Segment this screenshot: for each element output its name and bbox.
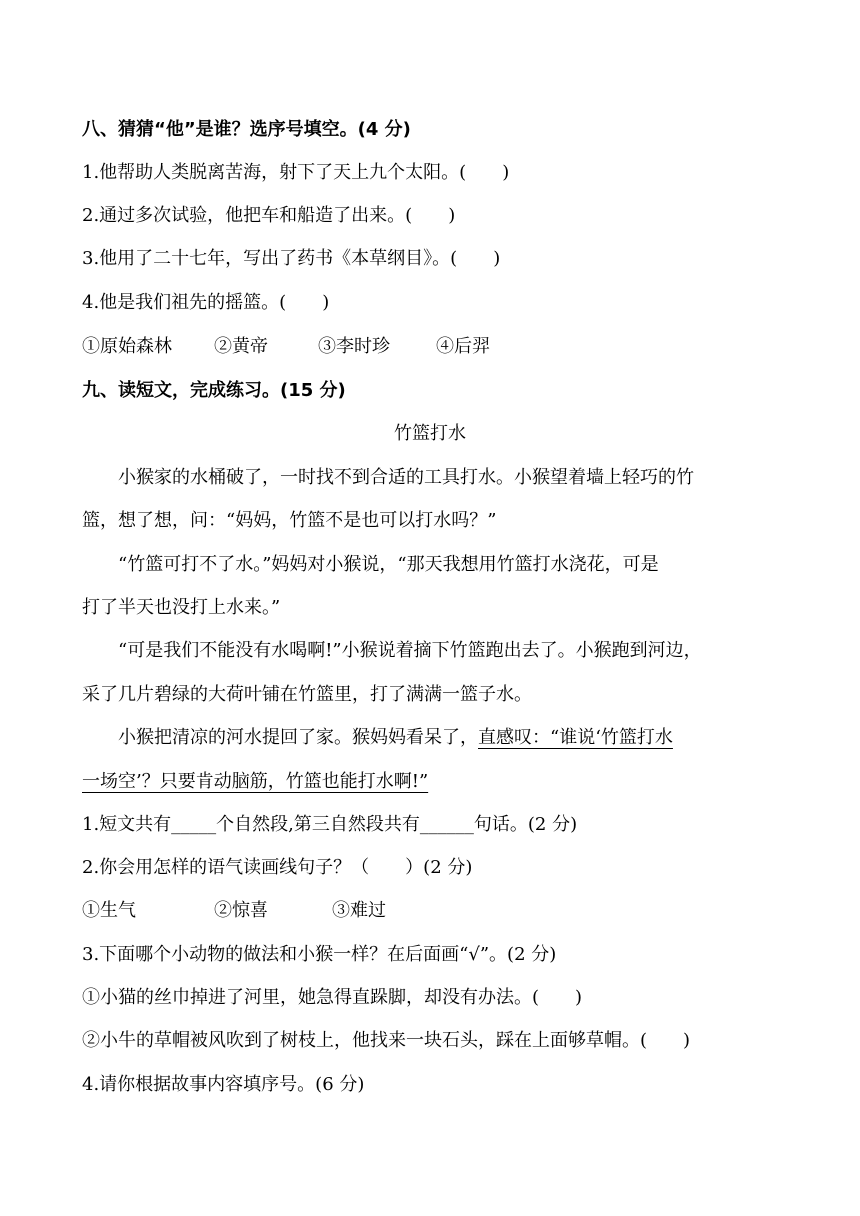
question-3: 3.下面哪个小动物的做法和小猴一样？在后面画“√”。(2 分) xyxy=(82,944,557,965)
underlined-sentence-part-2: 一场空’？只要肯动脑筋，竹篮也能打水啊!” xyxy=(82,771,429,792)
section9-heading: 九、读短文，完成练习。(15 分) xyxy=(82,380,346,401)
section8-item-2: 2.通过多次试验，他把车和船造了出来。( ) xyxy=(82,205,456,226)
question-1: 1.短文共有_____个自然段,第三自然段共有______句话。(2 分) xyxy=(82,814,578,835)
section8-item-4: 4.他是我们祖先的摇篮。( ) xyxy=(82,292,330,313)
question-4: 4.请你根据故事内容填序号。(6 分) xyxy=(82,1074,365,1095)
story-line-7-plain: 小猴把清凉的河水提回了家。猴妈妈看呆了， xyxy=(118,727,478,748)
section8-options xyxy=(82,335,490,359)
q2-option-2: ②惊喜 xyxy=(214,900,268,921)
question-2: 2.你会用怎样的语气读画线句子？（ ）(2 分) xyxy=(82,857,473,878)
story-title: 竹篮打水 xyxy=(394,423,466,444)
section8-item-1: 1.他帮助人类脱离苦海，射下了天上九个太阳。( ) xyxy=(82,162,510,183)
story-line-5: “可是我们不能没有水喝啊!”小猴说着摘下竹篮跑出去了。小猴跑到河边， xyxy=(118,640,702,661)
story-line-2: 篮，想了想，问：“妈妈，竹篮不是也可以打水吗？” xyxy=(82,510,497,531)
option-1: ①原始森林 xyxy=(82,336,172,357)
option-2: ②黄帝 xyxy=(214,336,268,357)
question-3-item-2: ②小牛的草帽被风吹到了树枝上，他找来一块石头，踩在上面够草帽。( ) xyxy=(82,1030,691,1051)
section8-heading: 八、猜猜“他”是谁？选序号填空。(4 分) xyxy=(82,119,411,140)
story-line-1: 小猴家的水桶破了，一时找不到合适的工具打水。小猴望着墙上轻巧的竹 xyxy=(118,467,694,488)
option-3: ③李时珍 xyxy=(318,336,390,357)
story-line-7 xyxy=(118,726,673,750)
story-line-4: 打了半天也没打上水来。” xyxy=(82,597,281,618)
section8-item-3: 3.他用了二十七年，写出了药书《本草纲目》。( ) xyxy=(82,248,501,269)
story-line-3: “竹篮可打不了水。”妈妈对小猴说，“那天我想用竹篮打水浇花，可是 xyxy=(118,554,659,575)
question-3-item-1: ①小猫的丝巾掉进了河里，她急得直跺脚，却没有办法。( ) xyxy=(82,987,583,1008)
option-4: ④后羿 xyxy=(436,336,490,357)
underlined-sentence-part-1: 直感叹：“谁说‘竹篮打水 xyxy=(478,727,673,748)
story-line-6: 采了几片碧绿的大荷叶铺在竹篮里，打了满满一篮子水。 xyxy=(82,684,532,705)
question-2-options xyxy=(82,899,386,923)
q2-option-1: ①生气 xyxy=(82,900,136,921)
q2-option-3: ③难过 xyxy=(332,900,386,921)
